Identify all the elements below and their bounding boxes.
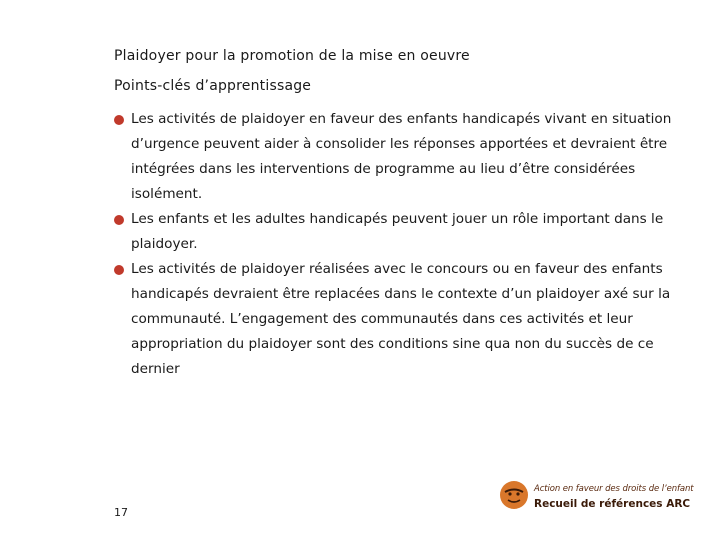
brand-logo bbox=[499, 480, 694, 520]
slide-title: Plaidoyer pour la promotion de la mise en oeuvre bbox=[114, 48, 470, 64]
list-item bbox=[114, 207, 689, 257]
bullet-text: Les activités de plaidoyer en faveur des enfants handicapés vivant en situation d’urgence peuvent aider à consolider les réponses apportées et devraient être intégrées dans les interventions de programme au lieu d’être considérées isolément. bbox=[131, 111, 672, 202]
brand-tagline: Action en faveur des droits de l’enfant bbox=[534, 484, 694, 494]
page-number: 17 bbox=[114, 506, 128, 519]
list-item bbox=[114, 257, 689, 382]
bullet-dot-icon bbox=[114, 265, 124, 275]
key-points-list bbox=[114, 107, 689, 382]
list-item bbox=[114, 107, 689, 207]
brand-name: Recueil de références ARC bbox=[534, 498, 691, 510]
bullet-text: Les enfants et les adultes handicapés peuvent jouer un rôle important dans le plaidoyer. bbox=[131, 211, 664, 252]
bullet-dot-icon bbox=[114, 115, 124, 125]
bullet-text: Les activités de plaidoyer réalisées avec le concours ou en faveur des enfants handicapés devraient être replacées dans le contexte d’un plaidoyer axé sur la communauté. L’engagement des communautés dans ces activités et leur appropriation du plaidoyer sont des conditions sine qua non du succès de ce dernier bbox=[131, 261, 671, 377]
slide-subtitle: Points-clés d’apprentissage bbox=[114, 78, 312, 94]
bullet-dot-icon bbox=[114, 215, 124, 225]
face-logo-icon bbox=[499, 480, 529, 510]
